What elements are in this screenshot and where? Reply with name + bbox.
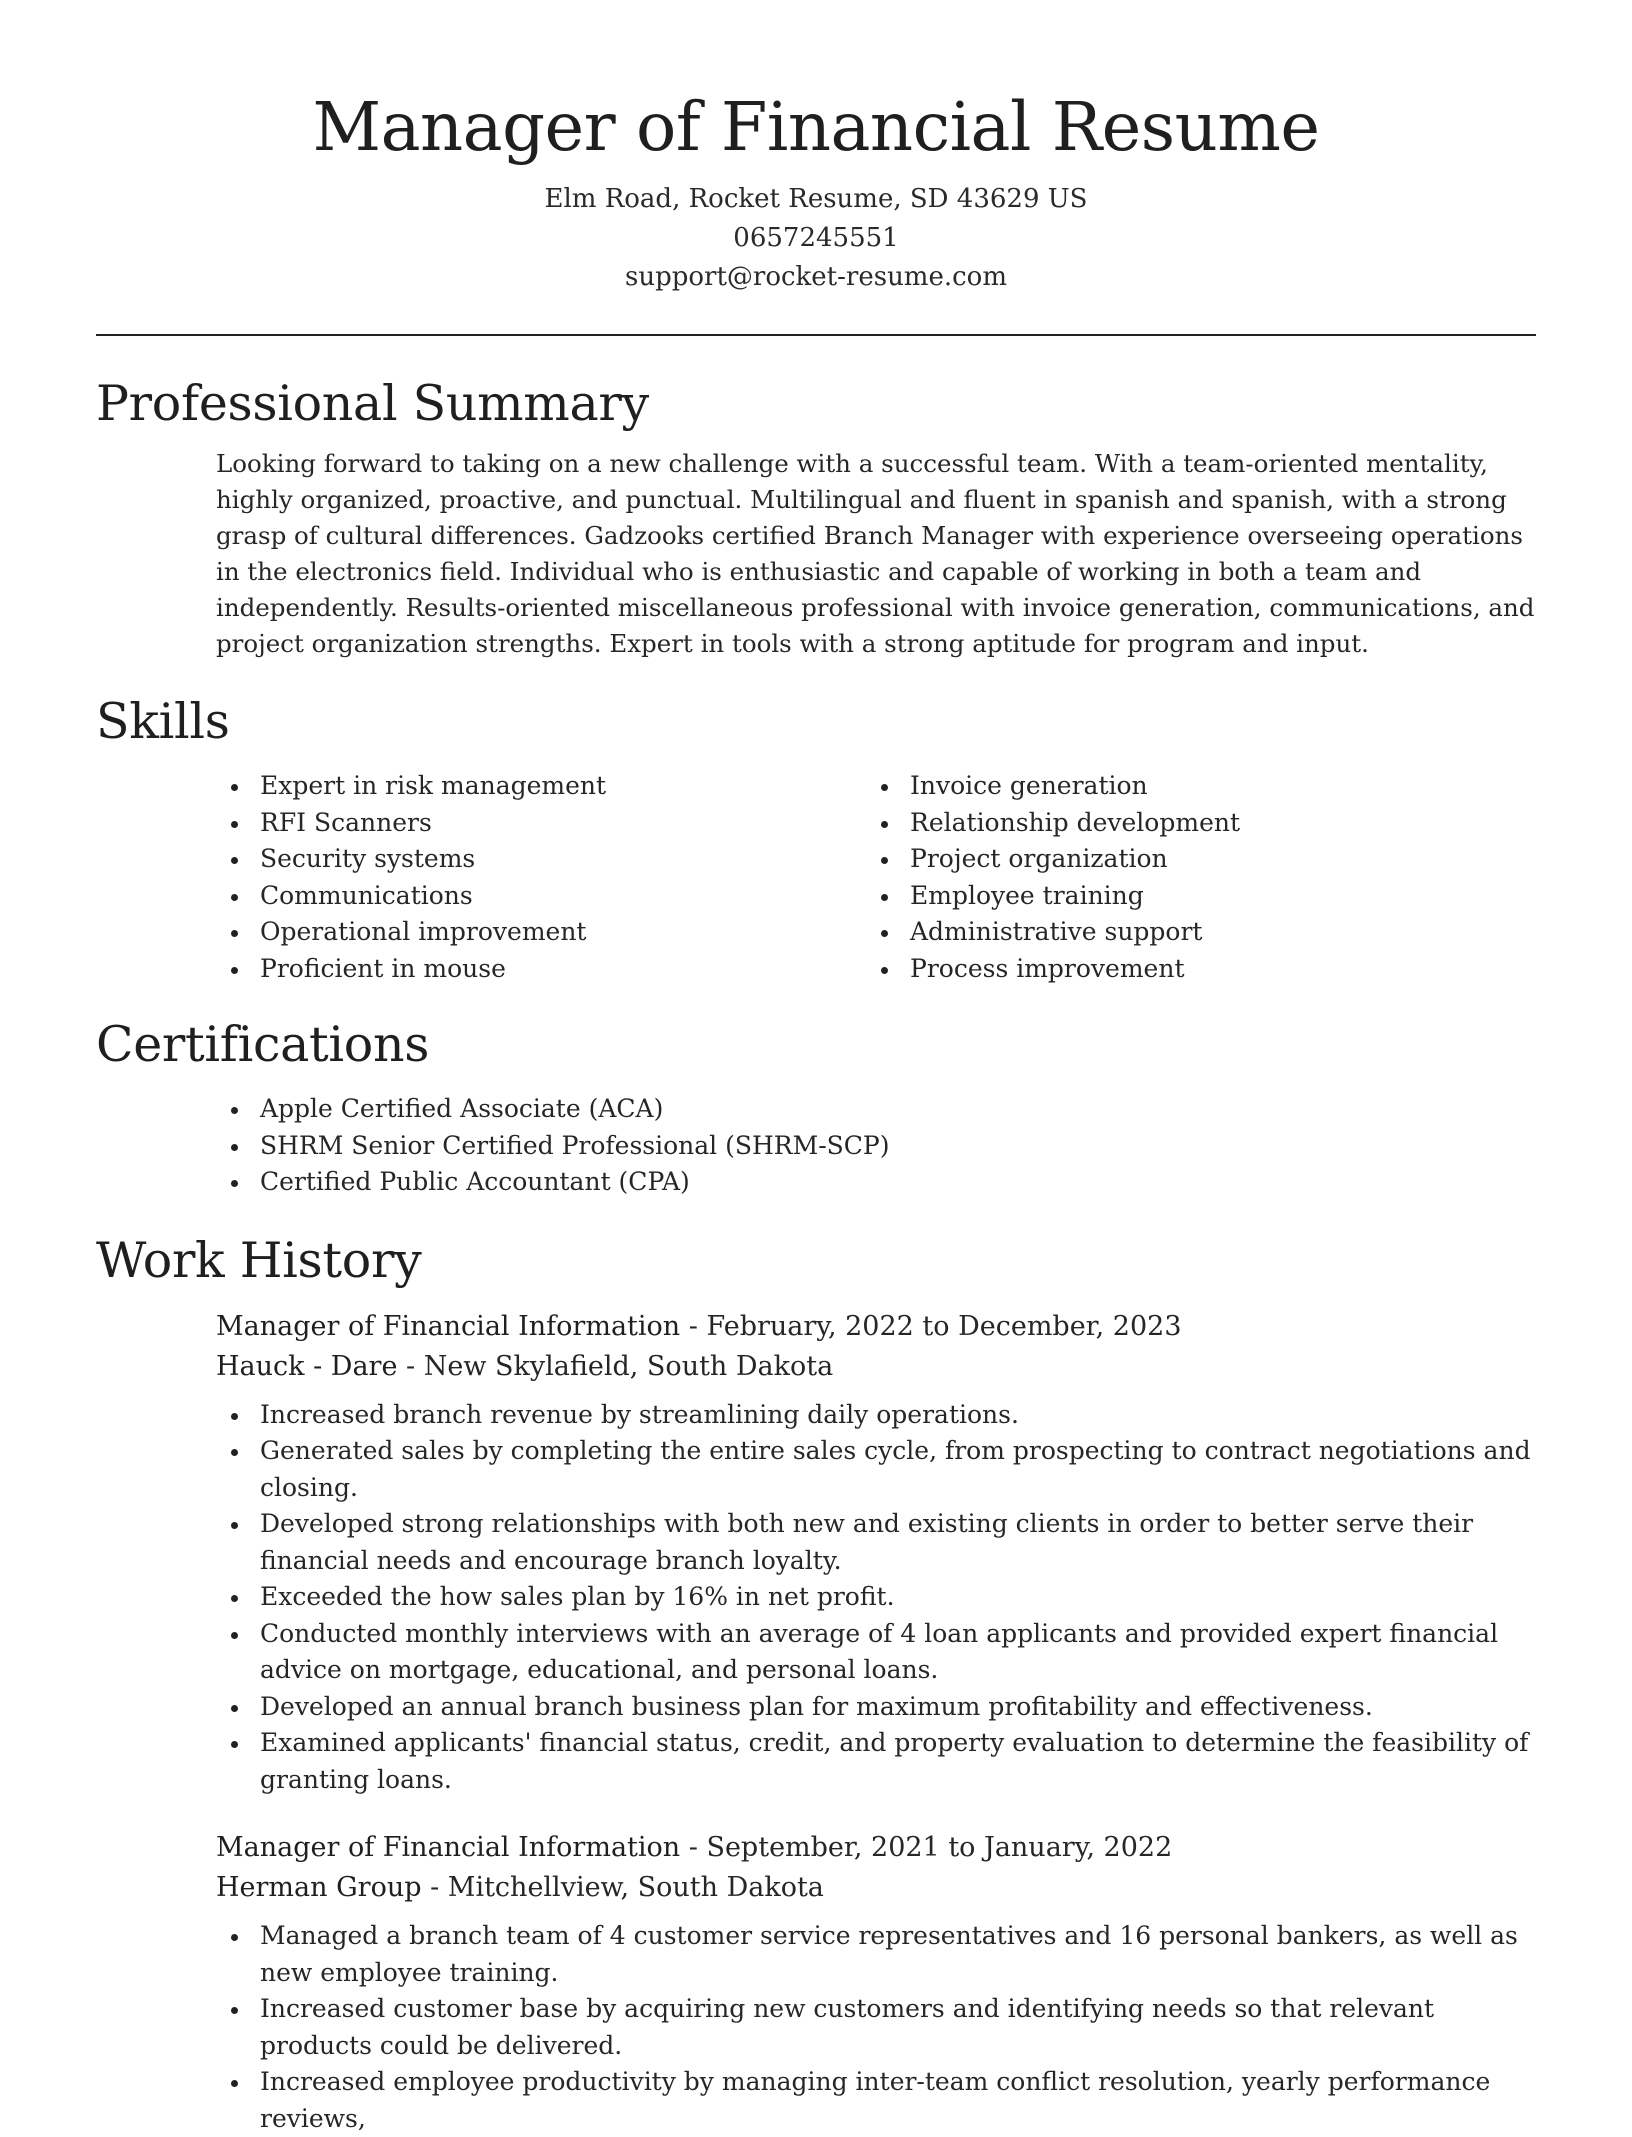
contact-address: Elm Road, Rocket Resume, SD 43629 US: [96, 180, 1536, 219]
job-entry: [96, 1828, 1536, 1908]
job-title-line: [216, 1307, 1536, 1347]
job-bullet: Managed a branch team of 4 customer service representatives and 16 personal bankers, as well as new employee training.: [216, 1918, 1536, 1991]
skills-section: [96, 692, 1536, 987]
skill-item: Communications: [216, 878, 866, 915]
job-bullet: Conducted monthly interviews with an average of 4 loan applicants and provided expert financial advice on mortgage, educational, and personal loans.: [216, 1616, 1536, 1689]
contact-email: support@rocket-resume.com: [96, 258, 1536, 297]
job-role: Manager of Financial Information: [216, 1832, 680, 1863]
skill-item: Project organization: [866, 841, 1516, 878]
certification-item: SHRM Senior Certified Professional (SHRM-SCP): [216, 1128, 1536, 1165]
job-bullet: Generated sales by completing the entire sales cycle, from prospecting to contract negotiations and closing.: [216, 1433, 1536, 1506]
skill-item: Proficient in mouse: [216, 951, 866, 988]
skill-item: Process improvement: [866, 951, 1516, 988]
certifications-list: [96, 1091, 1536, 1201]
job-company-line: [216, 1347, 1536, 1387]
job-bullet: Examined applicants' financial status, credit, and property evaluation to determine the feasibility of granting loans.: [216, 1725, 1536, 1798]
job-bullet: Exceeded the how sales plan by 16% in net profit.: [216, 1579, 1536, 1616]
skills-list-left: [216, 768, 866, 987]
job-entry: [96, 1307, 1536, 1387]
job-dates: - February, 2022 to December, 2023: [680, 1311, 1181, 1342]
skills-columns: [96, 768, 1536, 987]
resume-title: Manager of Financial Resume: [96, 82, 1536, 172]
job-location: - Mitchellview, South Dakota: [422, 1872, 824, 1903]
job-bullets: [96, 1397, 1536, 1799]
skills-heading: Skills: [96, 692, 1536, 752]
summary-section: [96, 374, 1536, 662]
work-history-heading: Work History: [96, 1231, 1536, 1291]
summary-text: Looking forward to taking on a new challenge with a successful team. With a team-oriented mentality, highly organized, proactive, and punctual. Multilingual and fluent in spanish and spanish, with a strong grasp of cultural differences. Gadzooks certified Branch Manager with experience overseeing operations in the electronics field. Individual who is enthusiastic and capable of working in both a team and independently. Results-oriented miscellaneous professional with invoice generation, communications, and project organization strengths. Expert in tools with a strong aptitude for program and input.: [96, 446, 1536, 662]
certification-item: Apple Certified Associate (ACA): [216, 1091, 1536, 1128]
job-bullet: Increased branch revenue by streamlining daily operations.: [216, 1397, 1536, 1434]
skills-list-right: [866, 768, 1516, 987]
job-bullet: Developed strong relationships with both new and existing clients in order to better serve their financial needs and encourage branch loyalty.: [216, 1506, 1536, 1579]
skill-item: Security systems: [216, 841, 866, 878]
skill-item: Employee training: [866, 878, 1516, 915]
contact-info: [96, 180, 1536, 297]
job-bullets: [96, 1918, 1536, 2137]
skill-item: RFI Scanners: [216, 805, 866, 842]
job-bullet: Developed an annual branch business plan for maximum profitability and effectiveness.: [216, 1689, 1536, 1726]
contact-phone: 0657245551: [96, 219, 1536, 258]
job-bullet: Increased customer base by acquiring new customers and identifying needs so that relevant products could be delivered.: [216, 1991, 1536, 2064]
skill-item: Invoice generation: [866, 768, 1516, 805]
certifications-section: [96, 1015, 1536, 1201]
header-divider: [96, 334, 1536, 336]
certification-item: Certified Public Accountant (CPA): [216, 1164, 1536, 1201]
work-history-section: [96, 1231, 1536, 2137]
skill-item: Expert in risk management: [216, 768, 866, 805]
skill-item: Operational improvement: [216, 914, 866, 951]
summary-heading: Professional Summary: [96, 374, 1536, 434]
certifications-heading: Certifications: [96, 1015, 1536, 1075]
job-bullet: Increased employee productivity by managing inter-team conflict resolution, yearly performance reviews,: [216, 2064, 1536, 2137]
job-company: Herman Group: [216, 1872, 422, 1903]
job-role: Manager of Financial Information: [216, 1311, 680, 1342]
skill-item: Administrative support: [866, 914, 1516, 951]
job-title-line: [216, 1828, 1536, 1868]
skill-item: Relationship development: [866, 805, 1516, 842]
job-company-line: [216, 1868, 1536, 1908]
job-company: Hauck - Dare: [216, 1351, 397, 1382]
job-location: - New Skylafield, South Dakota: [397, 1351, 833, 1382]
job-dates: - September, 2021 to January, 2022: [680, 1832, 1172, 1863]
resume-header: [96, 0, 1536, 297]
